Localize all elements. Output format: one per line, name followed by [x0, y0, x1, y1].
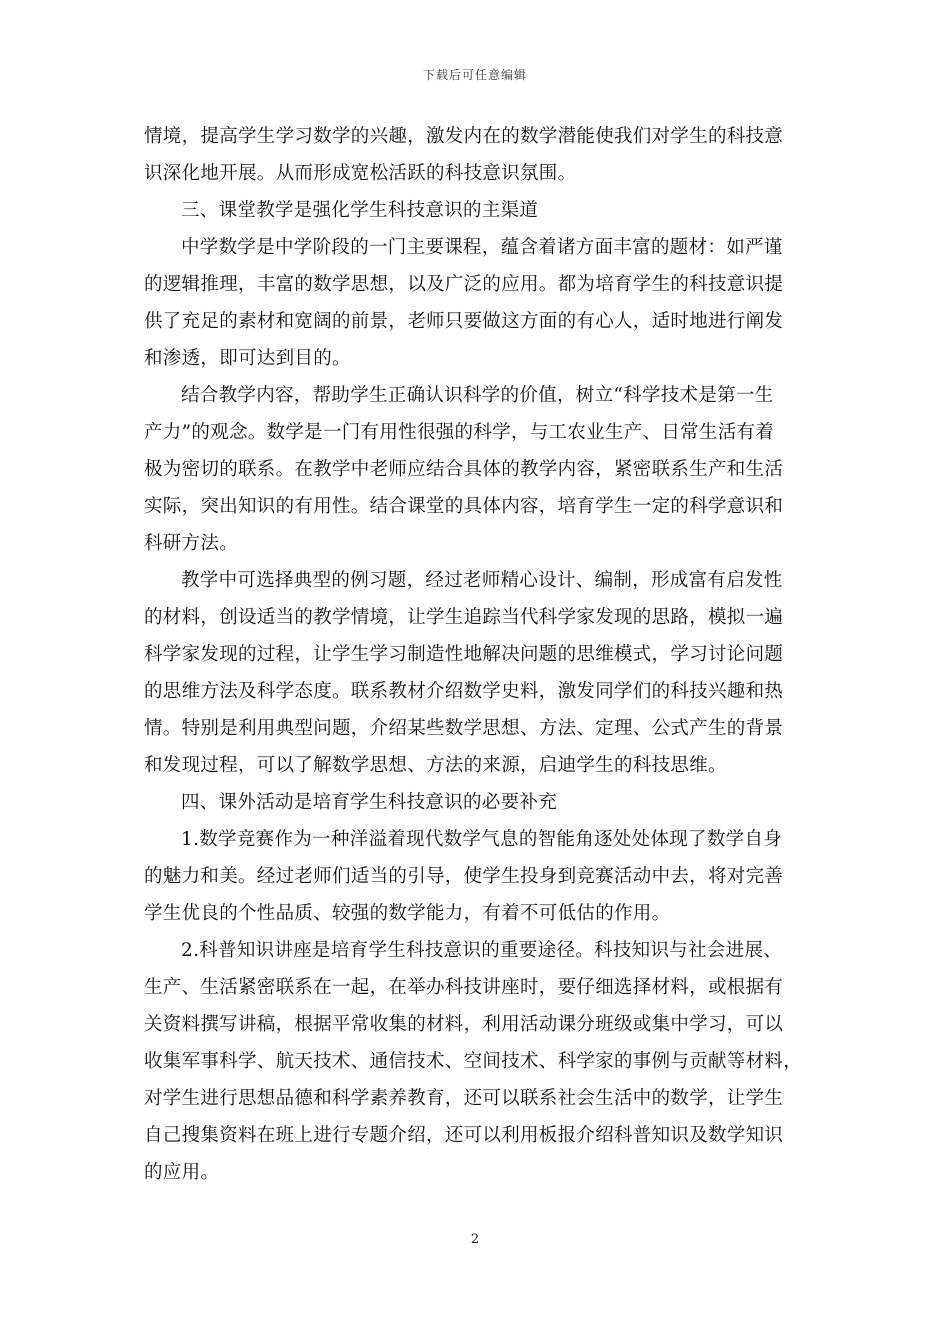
text-line: 收集军事科学、航天技术、通信技术、空间技术、科学家的事例与贡献等材料，: [144, 1051, 803, 1072]
document-body: [144, 118, 810, 1191]
text-line: 供了充足的素材和宽阔的前景，老师只要做这方面的有心人，适时地进行阐发: [144, 311, 784, 332]
text-line: 极为密切的联系。在教学中老师应结合具体的教学内容，紧密联系生产和生活: [144, 459, 784, 480]
text-line: 1.数学竞赛作为一种洋溢着现代数学气息的智能角逐处处体现了数学自身: [181, 829, 783, 850]
text-line: 情境，提高学生学习数学的兴趣，激发内在的数学潜能使我们对学生的科技意: [144, 126, 784, 147]
text-line: 关资料撰写讲稿，根据平常收集的材料，利用活动课分班级或集中学习，可以: [144, 1014, 784, 1035]
page-header: 下载后可任意编辑: [422, 68, 527, 82]
section-heading: 三、课堂教学是强化学生科技意识的主渠道: [181, 200, 539, 221]
page-number: 2: [470, 1232, 480, 1247]
text-line: 自己搜集资料在班上进行专题介绍，还可以利用板报介绍科普知识及数学知识: [144, 1125, 784, 1146]
text-line: 的应用。: [144, 1162, 220, 1183]
text-line: 的逻辑推理，丰富的数学思想，以及广泛的应用。都为培育学生的科技意识提: [144, 274, 784, 295]
text-line: 中学数学是中学阶段的一门主要课程，蕴含着诸方面丰富的题材：如严谨: [181, 237, 783, 258]
text-line: 生产、生活紧密联系在一起，在举办科技讲座时，要仔细选择材料，或根据有: [144, 977, 784, 998]
text-line: 对学生进行思想品德和科学素养教育，还可以联系社会生活中的数学，让学生: [144, 1088, 784, 1109]
text-line: 教学中可选择典型的例习题，经过老师精心设计、编制，形成富有启发性: [181, 570, 783, 591]
text-line: 和发现过程，可以了解数学思想、方法的来源，启迪学生的科技思维。: [144, 755, 727, 776]
text-line: 2.科普知识讲座是培育学生科技意识的重要途径。科技知识与社会进展、: [181, 940, 783, 961]
text-line: 的魅力和美。经过老师们适当的引导，使学生投身到竞赛活动中去，将对完善: [144, 866, 784, 887]
text-line: 和渗透，即可达到目的。: [144, 348, 351, 369]
text-line: 学生优良的个性品质、较强的数学能力，有着不可低估的作用。: [144, 903, 671, 924]
section-heading: 四、课外活动是培育学生科技意识的必要补充: [181, 792, 558, 813]
text-line: 科研方法。: [144, 533, 239, 554]
text-line: 的材料，创设适当的教学情境，让学生追踪当代科学家发现的思路，模拟一遍: [144, 607, 784, 628]
text-line: 科学家发现的过程，让学生学习制造性地解决问题的思维模式，学习讨论问题: [144, 644, 784, 665]
text-line: 实际，突出知识的有用性。结合课堂的具体内容，培育学生一定的科学意识和: [144, 496, 784, 517]
text-line: 识深化地开展。从而形成宽松活跃的科技意识氛围。: [144, 163, 577, 184]
text-line: 的思维方法及科学态度。联系教材介绍数学史料，激发同学们的科技兴趣和热: [144, 681, 784, 702]
text-line: 情。特别是利用典型问题，介绍某些数学思想、方法、定理、公式产生的背景: [144, 718, 784, 739]
text-line: 结合教学内容，帮助学生正确认识科学的价值，树立“科学技术是第一生: [181, 385, 774, 406]
text-line: 产力”的观念。数学是一门有用性很强的科学，与工农业生产、日常生活有着: [144, 422, 775, 443]
